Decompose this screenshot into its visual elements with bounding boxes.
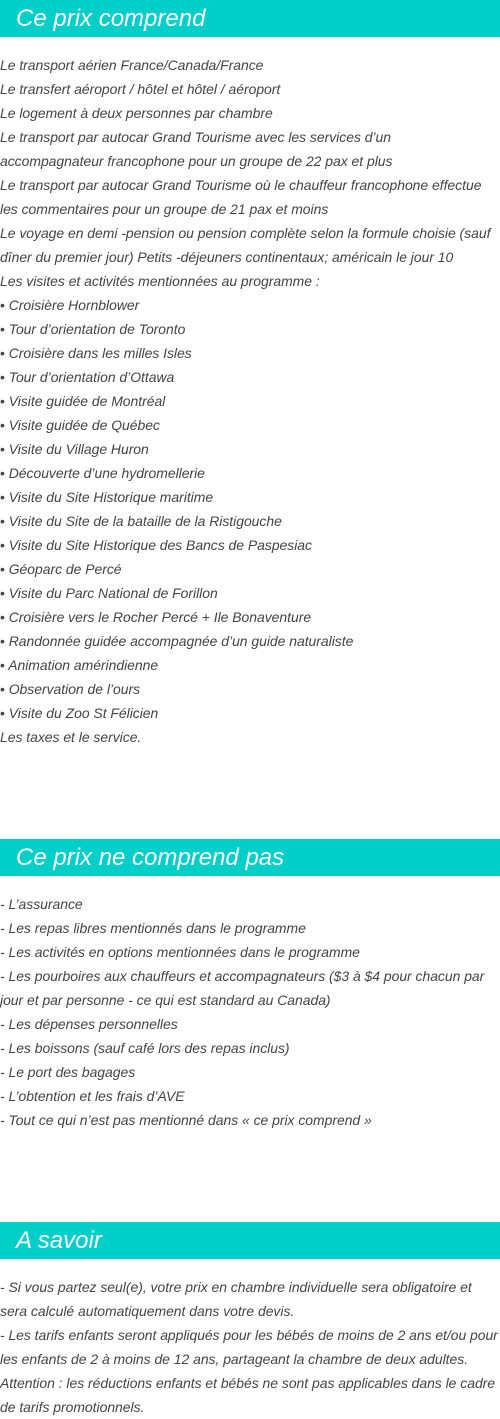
excluded-line: jour et par personne - ce qui est standard au Canada) bbox=[0, 992, 331, 1008]
included-line: Le transport par autocar Grand Tourisme avec les services d’un bbox=[0, 129, 392, 145]
list-item bbox=[0, 413, 500, 437]
bullet-text: Croisière Hornblower bbox=[8, 297, 140, 313]
list-item bbox=[0, 581, 500, 605]
bullet-text: Randonnée guidée accompagnée d’un guide naturaliste bbox=[8, 633, 354, 649]
bullet-icon: • bbox=[0, 297, 5, 313]
bullet-text: Visite du Site Historique maritime bbox=[8, 489, 214, 505]
notes-line: - Les tarifs enfants seront appliqués pour les bébés de moins de 2 ans et/ou pour bbox=[0, 1327, 498, 1343]
included-line: Le logement à deux personnes par chambre bbox=[0, 105, 273, 121]
bullet-text: Visite guidée de Montréal bbox=[8, 393, 166, 409]
notes-line: sera calculé automatiquement dans votre devis. bbox=[0, 1303, 295, 1319]
bullet-icon: • bbox=[0, 369, 5, 385]
list-item bbox=[0, 341, 500, 365]
bullet-icon: • bbox=[0, 561, 5, 577]
section-excluded bbox=[0, 839, 500, 1132]
included-list bbox=[0, 53, 500, 749]
section-title-notes: A savoir bbox=[0, 1222, 500, 1259]
bullet-text: Visite du Site Historique des Bancs de Paspesiac bbox=[8, 537, 312, 553]
bullet-text: Tour d’orientation d’Ottawa bbox=[8, 369, 175, 385]
list-item bbox=[0, 629, 500, 653]
bullet-text: Visite du Village Huron bbox=[8, 441, 149, 457]
bullet-text: Découverte d’une hydromellerie bbox=[8, 465, 205, 481]
list-item bbox=[0, 557, 500, 581]
notes-line: les enfants de 2 à moins de 12 ans, partageant la chambre de deux adultes. bbox=[0, 1351, 469, 1367]
bullet-icon: • bbox=[0, 657, 5, 673]
bullet-icon: • bbox=[0, 393, 5, 409]
excluded-line: - L’obtention et les frais d’AVE bbox=[0, 1088, 185, 1104]
excluded-line: - Les pourboires aux chauffeurs et accompagnateurs ($3 à $4 pour chacun par bbox=[0, 968, 485, 984]
list-item bbox=[0, 605, 500, 629]
bullet-icon: • bbox=[0, 465, 5, 481]
bullet-text: Visite du Zoo St Félicien bbox=[8, 705, 159, 721]
bullet-text: Visite guidée de Québec bbox=[8, 417, 160, 433]
included-line: accompagnateur francophone pour un groupe de 22 pax et plus bbox=[0, 153, 393, 169]
bullet-text: Croisière vers le Rocher Percé + Ile Bonaventure bbox=[8, 609, 312, 625]
list-item bbox=[0, 533, 500, 557]
list-item bbox=[0, 389, 500, 413]
list-item bbox=[0, 317, 500, 341]
included-closing: Les taxes et le service. bbox=[0, 729, 142, 745]
bullet-icon: • bbox=[0, 705, 5, 721]
bullet-icon: • bbox=[0, 441, 5, 457]
excluded-line: - Tout ce qui n’est pas mentionné dans « ce prix comprend » bbox=[0, 1112, 372, 1128]
notes-line: Attention : les réductions enfants et bébés ne sont pas applicables dans le cadre bbox=[0, 1375, 496, 1391]
notes-list bbox=[0, 1275, 500, 1419]
bullet-icon: • bbox=[0, 345, 5, 361]
bullet-icon: • bbox=[0, 417, 5, 433]
excluded-line: - Les activités en options mentionnées dans le programme bbox=[0, 944, 360, 960]
excluded-line: - Les boissons (sauf café lors des repas inclus) bbox=[0, 1040, 290, 1056]
bullet-text: Tour d’orientation de Toronto bbox=[8, 321, 186, 337]
bullet-text: Animation amérindienne bbox=[8, 657, 159, 673]
included-line: Les visites et activités mentionnées au programme : bbox=[0, 273, 320, 289]
notes-line: de tarifs promotionnels. bbox=[0, 1399, 145, 1415]
notes-line: - Si vous partez seul(e), votre prix en chambre individuelle sera obligatoire et bbox=[0, 1279, 472, 1295]
bullet-icon: • bbox=[0, 513, 5, 529]
included-line: Le voyage en demi -pension ou pension complète selon la formule choisie (sauf bbox=[0, 225, 491, 241]
bullet-icon: • bbox=[0, 321, 5, 337]
bullet-icon: • bbox=[0, 537, 5, 553]
section-notes bbox=[0, 1222, 500, 1419]
included-line: les commentaires pour un groupe de 21 pax et moins bbox=[0, 201, 329, 217]
included-line: Le transport par autocar Grand Tourisme où le chauffeur francophone effectue bbox=[0, 177, 482, 193]
included-line: Le transport aérien France/Canada/France bbox=[0, 57, 264, 73]
included-line: Le transfert aéroport / hôtel et hôtel / aéroport bbox=[0, 81, 281, 97]
list-item bbox=[0, 485, 500, 509]
bullet-icon: • bbox=[0, 489, 5, 505]
excluded-line: - Le port des bagages bbox=[0, 1064, 136, 1080]
excluded-line: - Les dépenses personnelles bbox=[0, 1016, 178, 1032]
list-item bbox=[0, 653, 500, 677]
excluded-line: - Les repas libres mentionnés dans le programme bbox=[0, 920, 306, 936]
list-item bbox=[0, 701, 500, 725]
bullet-icon: • bbox=[0, 681, 5, 697]
bullet-text: Observation de l’ours bbox=[8, 681, 141, 697]
list-item bbox=[0, 437, 500, 461]
bullet-icon: • bbox=[0, 609, 5, 625]
list-item bbox=[0, 365, 500, 389]
included-line: dîner du premier jour) Petits -déjeuners continentaux; américain le jour 10 bbox=[0, 249, 454, 265]
list-item bbox=[0, 509, 500, 533]
section-title-excluded: Ce prix ne comprend pas bbox=[0, 839, 500, 876]
excluded-line: - L’assurance bbox=[0, 896, 83, 912]
bullet-icon: • bbox=[0, 585, 5, 601]
excluded-list bbox=[0, 892, 500, 1132]
bullet-icon: • bbox=[0, 633, 5, 649]
list-item bbox=[0, 293, 500, 317]
bullet-text: Géoparc de Percé bbox=[8, 561, 122, 577]
list-item bbox=[0, 461, 500, 485]
section-title-included: Ce prix comprend bbox=[0, 0, 500, 37]
bullet-text: Visite du Site de la bataille de la Ristigouche bbox=[8, 513, 282, 529]
bullet-text: Visite du Parc National de Forillon bbox=[8, 585, 218, 601]
bullet-text: Croisière dans les milles Isles bbox=[8, 345, 192, 361]
list-item bbox=[0, 677, 500, 701]
